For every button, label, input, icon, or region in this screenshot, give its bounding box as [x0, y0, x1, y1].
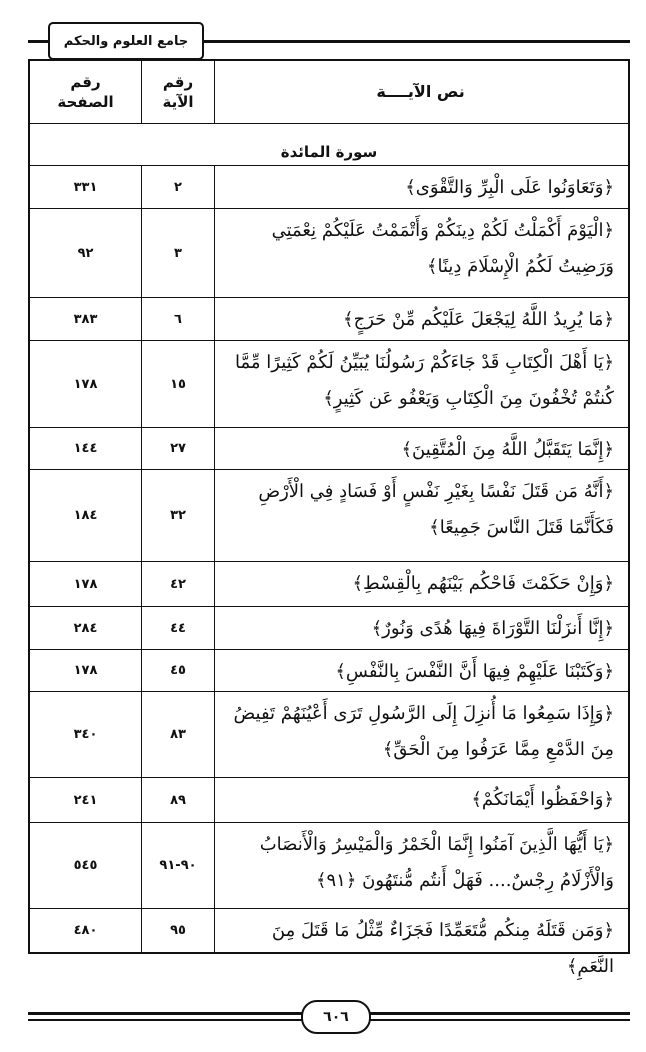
page-number: ٩٢: [77, 245, 94, 261]
verse-number: ٤٢: [141, 562, 214, 606]
verse-text: ﴿يَا أَيُّهَا الَّذِينَ آمَنُوا إِنَّمَا الْخَمْرُ وَالْمَيْسِرُ وَالْأَنصَابُ وَالْأَزْلَامُ رِجْسٌ.... فَهَلْ أَنتُم مُّنتَهُونَ ﴿٩١﴾: [214, 823, 628, 908]
table-row: [30, 822, 628, 908]
page-number: ٣٣١: [73, 179, 98, 195]
verse-text: ﴿وَكَتَبْنَا عَلَيْهِمْ فِيهَا أَنَّ النَّفْسَ بِالنَّفْسِ﴾: [214, 650, 628, 691]
verse-text: ﴿مَا يُرِيدُ اللَّهُ لِيَجْعَلَ عَلَيْكُم مِّنْ حَرَجٍ﴾: [214, 298, 628, 340]
column-header-page-number: رقم الصفحة: [57, 73, 114, 111]
page-number: ١٧٨: [73, 663, 98, 678]
verse-number: ٣: [141, 209, 214, 297]
table-row: [30, 908, 628, 977]
verse-number: ٤٥: [141, 650, 214, 691]
folio-number: ٦٠٦: [323, 1009, 349, 1025]
verse-number: ٤٤: [141, 607, 214, 649]
table-row: [30, 691, 628, 777]
verse-number: ٨٣: [141, 692, 214, 777]
page-number: ٢٤١: [73, 792, 98, 808]
page-number: ٣٤٠: [73, 727, 98, 742]
header-rule-left: [28, 40, 50, 43]
verse-number: ١٥: [141, 341, 214, 427]
verse-text: ﴿الْيَوْمَ أَكْمَلْتُ لَكُمْ دِينَكُمْ وَأَتْمَمْتُ عَلَيْكُمْ نِعْمَتِي وَرَضِيتُ لَكُمُ الْإِسْلَامَ دِينًا﴾: [214, 209, 628, 297]
table-row: [30, 427, 628, 469]
column-header-verse-number: رقم الآية: [141, 61, 214, 123]
page-number-badge: [301, 1000, 371, 1034]
verse-number: ٦: [141, 298, 214, 340]
verse-text: ﴿وَإِذَا سَمِعُوا مَا أُنزِلَ إِلَى الرَّسُولِ تَرَى أَعْيُنَهُمْ تَفِيضُ مِنَ الدَّمْعِ مِمَّا عَرَفُوا مِنَ الْحَقِّ﴾: [214, 692, 628, 777]
running-title: [48, 22, 204, 60]
table-row: [30, 165, 628, 208]
table-row: [30, 297, 628, 340]
verse-text: ﴿إِنَّا أَنزَلْنَا التَّوْرَاةَ فِيهَا هُدًى وَنُورٌ﴾: [214, 607, 628, 649]
table-row: [30, 649, 628, 691]
page-number: ٣٨٣: [73, 311, 98, 327]
verse-number: ٩٥: [141, 909, 214, 952]
table-row: [30, 777, 628, 822]
table-header-row: [30, 61, 628, 123]
column-header-verse-text: نص الآيــــة: [214, 61, 628, 123]
verse-number: ٩٠-٩١: [141, 823, 214, 908]
page-number: ٢٨٤: [73, 620, 98, 636]
verse-text: ﴿وَاحْفَظُوا أَيْمَانَكُمْ﴾: [214, 778, 628, 822]
page-number: ٥٤٥: [73, 858, 98, 873]
verse-number: ٣٢: [141, 470, 214, 561]
table-row: [30, 606, 628, 649]
verse-text: ﴿أَنَّهُ مَن قَتَلَ نَفْسًا بِغَيْرِ نَفْسٍ أَوْ فَسَادٍ فِي الْأَرْضِ فَكَأَنَّمَا قَتَلَ النَّاسَ جَمِيعًا﴾: [214, 470, 628, 561]
table-row: [30, 340, 628, 427]
page-number: ٤٨٠: [73, 923, 98, 938]
page-number: ١٤٤: [73, 441, 98, 456]
running-title-text: جامع العلوم والحكم: [63, 33, 189, 49]
table-row: [30, 208, 628, 297]
page-number: ١٧٨: [73, 376, 98, 392]
verse-text: ﴿وَمَن قَتَلَهُ مِنكُم مُّتَعَمِّدًا فَجَزَاءٌ مِّثْلُ مَا قَتَلَ مِنَ النَّعَمِ﴾: [214, 909, 628, 952]
verse-text: ﴿وَإِنْ حَكَمْتَ فَاحْكُم بَيْنَهُم بِالْقِسْطِ﴾: [214, 562, 628, 606]
page-number: ١٧٨: [73, 576, 98, 592]
table-row: [30, 561, 628, 606]
verse-text: ﴿يَا أَهْلَ الْكِتَابِ قَدْ جَاءَكُمْ رَسُولُنَا يُبَيِّنُ لَكُمْ كَثِيرًا مِّمَّا كُنتُمْ تُخْفُونَ مِنَ الْكِتَابِ وَيَعْفُو عَن كَثِيرٍ﴾: [214, 341, 628, 427]
verse-index-table: [28, 59, 630, 977]
verse-text: ﴿إِنَّمَا يَتَقَبَّلُ اللَّهُ مِنَ الْمُتَّقِينَ﴾: [214, 428, 628, 469]
surah-heading-row: [30, 123, 628, 165]
verse-number: ٨٩: [141, 778, 214, 822]
header-rule-right: [200, 40, 630, 43]
verse-text: ﴿وَتَعَاوَنُوا عَلَى الْبِرِّ وَالتَّقْوَى﴾: [214, 166, 628, 208]
page-number: ١٨٤: [73, 508, 98, 523]
verse-number: ٢: [141, 166, 214, 208]
table-row: [30, 469, 628, 561]
surah-title: سورة المائدة: [280, 142, 378, 161]
verse-number: ٢٧: [141, 428, 214, 469]
